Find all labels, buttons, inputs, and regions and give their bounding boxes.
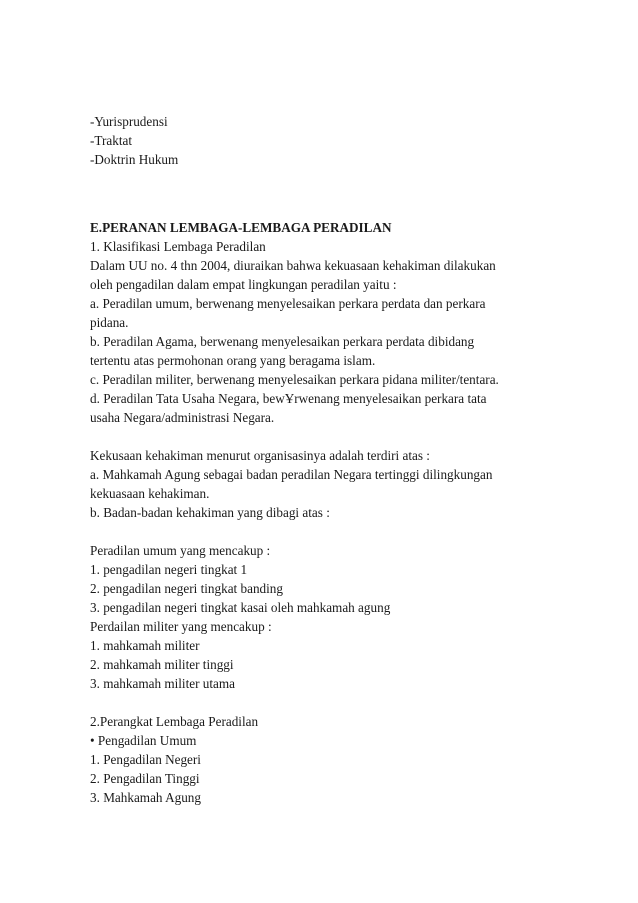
paragraph-line: 2. Pengadilan Tinggi xyxy=(90,771,200,786)
perangkat-paragraph xyxy=(90,712,600,807)
paragraph-line: 1. Klasifikasi Lembaga Peradilan xyxy=(90,239,266,254)
list-item: -Yurisprudensi xyxy=(90,114,168,129)
spacer xyxy=(90,693,600,712)
paragraph-line: Peradilan umum yang mencakup : xyxy=(90,543,271,558)
document-page xyxy=(90,112,600,807)
spacer xyxy=(90,427,600,446)
spacer xyxy=(90,522,600,541)
paragraph-line: 2. pengadilan negeri tingkat banding xyxy=(90,581,283,596)
paragraph-line: Kekusaan kehakiman menurut organisasinya adalah terdiri atas : xyxy=(90,448,430,463)
paragraph-line: a. Peradilan umum, berwenang menyelesaikan perkara perdata dan perkara xyxy=(90,296,486,311)
paragraph-line: a. Mahkamah Agung sebagai badan peradilan Negara tertinggi dilingkungan xyxy=(90,467,493,482)
paragraph-line: 1. pengadilan negeri tingkat 1 xyxy=(90,562,248,577)
paragraph-line: 2.Perangkat Lembaga Peradilan xyxy=(90,714,259,729)
list-item: -Traktat xyxy=(90,133,133,148)
paragraph-line: d. Peradilan Tata Usaha Negara, bewҰrwenang menyelesaikan perkara tata xyxy=(90,391,487,406)
paragraph-line: Perdailan militer yang mencakup : xyxy=(90,619,272,634)
paragraph-line: 2. mahkamah militer tinggi xyxy=(90,657,234,672)
paragraph-line: 3. Mahkamah Agung xyxy=(90,790,201,805)
paragraph-line: 3. mahkamah militer utama xyxy=(90,676,236,691)
paragraph-line: b. Peradilan Agama, berwenang menyelesaikan perkara perdata dibidang xyxy=(90,334,475,349)
section-heading: E.PERANAN LEMBAGA-LEMBAGA PERADILAN xyxy=(90,220,392,235)
peradilan-umum-paragraph xyxy=(90,541,600,693)
paragraph-line: usaha Negara/administrasi Negara. xyxy=(90,410,275,425)
paragraph-line: b. Badan-badan kehakiman yang dibagi atas : xyxy=(90,505,330,520)
list-item: -Doktrin Hukum xyxy=(90,152,179,167)
paragraph-line: tertentu atas permohonan orang yang beragama islam. xyxy=(90,353,376,368)
paragraph-line: 1. Pengadilan Negeri xyxy=(90,752,201,767)
sumber-hukum-list xyxy=(90,112,600,169)
paragraph-line: 1. mahkamah militer xyxy=(90,638,200,653)
paragraph-line: oleh pengadilan dalam empat lingkungan peradilan yaitu : xyxy=(90,277,397,292)
paragraph-line: 3. pengadilan negeri tingkat kasai oleh mahkamah agung xyxy=(90,600,391,615)
paragraph-line: c. Peradilan militer, berwenang menyelesaikan perkara pidana militer/tentara. xyxy=(90,372,499,387)
paragraph-line: • Pengadilan Umum xyxy=(90,733,197,748)
section-e xyxy=(90,218,600,427)
kekuasaan-paragraph xyxy=(90,446,600,522)
spacer xyxy=(90,169,600,218)
paragraph-line: Dalam UU no. 4 thn 2004, diuraikan bahwa kekuasaan kehakiman dilakukan xyxy=(90,258,496,273)
paragraph-line: kekuasaan kehakiman. xyxy=(90,486,210,501)
paragraph-line: pidana. xyxy=(90,315,129,330)
